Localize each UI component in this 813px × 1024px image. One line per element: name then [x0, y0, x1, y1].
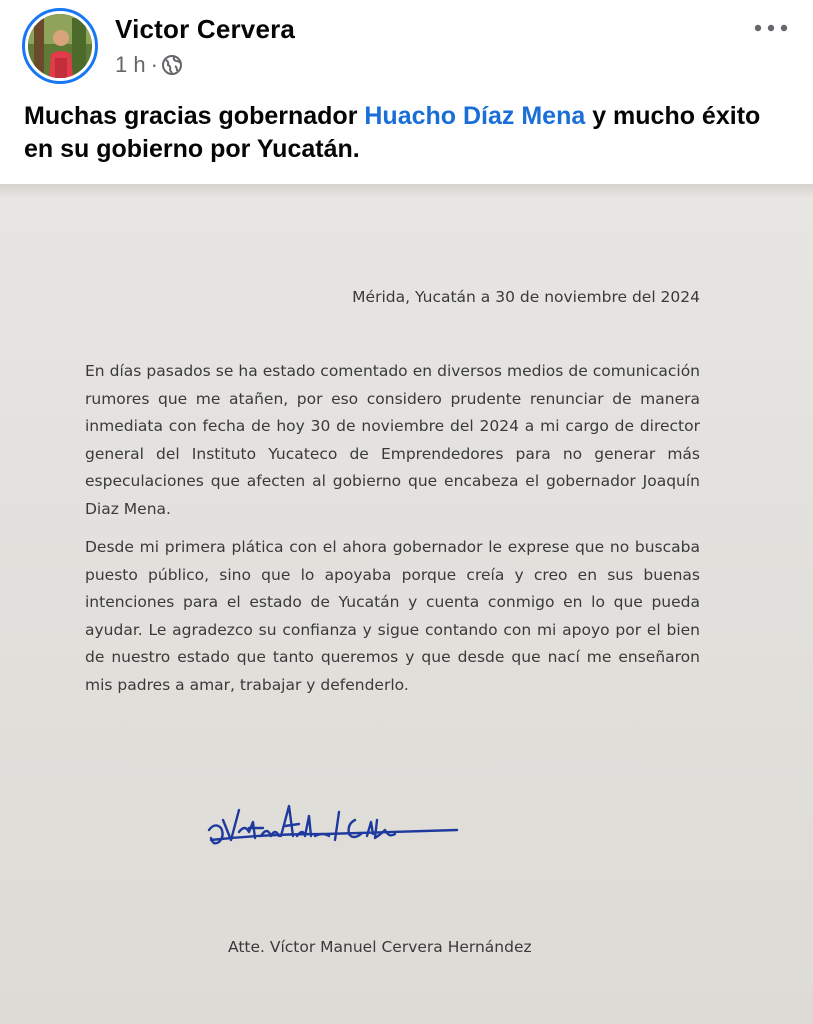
caption-text-end: y mucho éxito en su gobierno por Yucatán.	[24, 102, 761, 163]
author-name[interactable]: Victor Cervera	[115, 14, 296, 44]
post-timestamp[interactable]: 1 h	[115, 52, 146, 77]
post-caption	[24, 100, 794, 166]
globe-icon[interactable]	[161, 54, 183, 76]
post-meta	[115, 52, 183, 78]
mention-link[interactable]: Huacho Díaz Mena	[364, 102, 586, 130]
letter-paragraph-1	[85, 358, 700, 523]
more-horizontal-icon	[754, 24, 788, 32]
letter-date-line: Mérida, Yucatán a 30 de noviembre del 2024	[352, 288, 700, 306]
handwritten-signature	[205, 792, 460, 852]
post-header	[0, 0, 813, 92]
letter-paragraph-1-text: En días pasados se ha estado comentado en diversos medios de comunicación rumores que me atañen, por eso considero prudente renunciar de manera inmediata con fecha de hoy 30 de noviembre del 2024 a mi cargo de director general del Instituto Yucateco de Emprendedores para no generar más especulaciones que afecten al gobierno que encabeza el gobernador Joaquín Diaz Mena.	[85, 362, 700, 518]
more-options-button[interactable]	[751, 14, 791, 42]
letter-closing-line: Atte. Víctor Manuel Cervera Hernández	[228, 938, 532, 956]
letter-paragraph-2	[85, 534, 700, 699]
author-avatar[interactable]	[22, 8, 98, 84]
caption-text-start: Muchas gracias gobernador	[24, 102, 365, 130]
meta-separator: ·	[150, 52, 158, 77]
avatar-photo	[28, 14, 92, 78]
letter-paragraph-2-text: Desde mi primera plática con el ahora gobernador le exprese que no buscaba puesto público, sino que lo apoyaba porque creía y creo en sus buenas intenciones para el estado de Yucatán y cuenta conmigo en lo que pueda ayudar. Le agradezco su confianza y sigue contando con mi apoyo por el bien de nuestro estado que tanto queremos y que desde que nací me enseñaron mis padres a amar, trabajar y defenderlo.	[85, 538, 700, 694]
post-photo[interactable]	[0, 184, 813, 1024]
